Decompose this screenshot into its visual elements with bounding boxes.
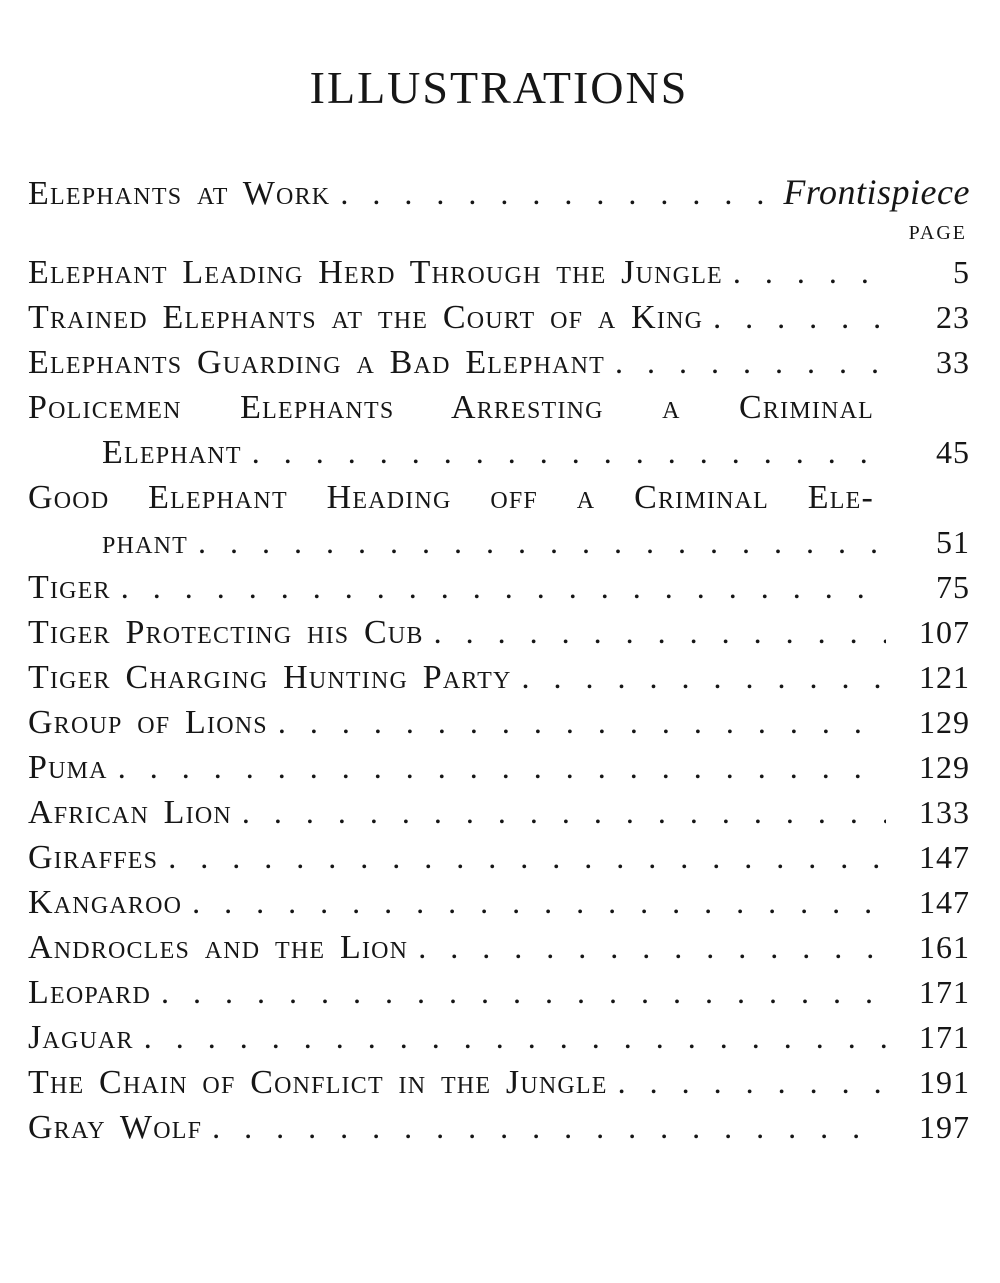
toc-entry (28, 250, 970, 295)
toc-entry-title: Kangaroo (28, 884, 183, 921)
toc-entry-title: Jaguar (28, 1019, 134, 1056)
dot-leader (615, 340, 886, 385)
dot-leader (618, 1060, 886, 1105)
toc-entry-title: Androcles and the Lion (28, 929, 409, 966)
toc-entry (28, 1015, 970, 1060)
dot-leader (733, 250, 886, 295)
page-number: 129 (919, 749, 970, 785)
toc-entry-line1: Good Elephant Heading off a Criminal Ele- (28, 479, 874, 516)
toc-entry-title: Giraffes (28, 839, 159, 876)
page-number: 133 (919, 794, 970, 830)
frontispiece-entry (28, 170, 970, 216)
page-number: 107 (919, 614, 970, 650)
toc-entry-title: Elephant Leading Herd Through the Jungle (28, 254, 723, 291)
page-number: 121 (919, 659, 970, 695)
dot-leader (161, 970, 886, 1015)
toc-entry (28, 565, 970, 610)
dot-leader (121, 565, 886, 610)
toc-entry-title: African Lion (28, 794, 232, 831)
toc-entry (28, 1060, 970, 1105)
page-number: 147 (919, 839, 970, 875)
page-number: 23 (936, 299, 970, 335)
page-column-header: PAGE (908, 222, 967, 244)
toc-entry-title: The Chain of Conflict in the Jungle (28, 1064, 608, 1101)
dot-leader (340, 171, 775, 216)
toc-entry (28, 295, 970, 340)
toc-entry (28, 745, 970, 790)
frontispiece-page-label: Frontispiece (783, 172, 970, 212)
dot-leader (713, 295, 886, 340)
toc-entry (28, 970, 970, 1015)
toc-entry (28, 700, 970, 745)
page-number: 161 (919, 929, 970, 965)
toc-entry-title: phant (102, 524, 189, 561)
toc-entry (28, 610, 970, 655)
page-number: 33 (936, 344, 970, 380)
page-number: 45 (936, 434, 970, 470)
dot-leader (434, 610, 886, 655)
toc-entry (28, 340, 970, 385)
toc-entry-title: Elephant (102, 434, 242, 471)
toc-entry (28, 520, 970, 565)
page-number: 171 (919, 974, 970, 1010)
dot-leader (144, 1015, 886, 1060)
dot-leader (278, 700, 886, 745)
toc-entry (28, 880, 970, 925)
toc-entry (28, 925, 970, 970)
toc-entry-title: Tiger Protecting his Cub (28, 614, 424, 651)
dot-leader (118, 745, 886, 790)
page-number: 51 (936, 524, 970, 560)
page-title: ILLUSTRATIONS (309, 62, 689, 113)
dot-leader (418, 925, 886, 970)
dot-leader (198, 520, 886, 565)
page-number: 5 (953, 254, 970, 290)
dot-leader (242, 790, 886, 835)
dot-leader (522, 655, 886, 700)
dot-leader (192, 880, 886, 925)
toc-entry-title: Gray Wolf (28, 1109, 203, 1146)
toc-entry (28, 655, 970, 700)
toc-entry-title: Tiger Charging Hunting Party (28, 659, 512, 696)
toc-entry-title: Leopard (28, 974, 151, 1011)
toc-entry-title: Group of Lions (28, 704, 268, 741)
page-number: 197 (919, 1109, 970, 1145)
dot-leader (168, 835, 886, 880)
page-number: 147 (919, 884, 970, 920)
dot-leader (252, 430, 886, 475)
toc-entry (28, 430, 970, 475)
page-number: 191 (919, 1064, 970, 1100)
toc-entry (28, 1105, 970, 1150)
page-number: 129 (919, 704, 970, 740)
toc-entry-title: Trained Elephants at the Court of a King (28, 299, 704, 336)
toc-entry (28, 835, 970, 880)
toc-entry-line1: Policemen Elephants Arresting a Criminal (28, 389, 874, 426)
frontispiece-title: Elephants at Work (28, 175, 331, 212)
page-number: 171 (919, 1019, 970, 1055)
toc-entry-title: Puma (28, 749, 108, 786)
toc-entry-title: Elephants Guarding a Bad Elephant (28, 344, 606, 381)
page-number: 75 (936, 569, 970, 605)
illustration-list (28, 250, 970, 1150)
dot-leader (212, 1105, 886, 1150)
toc-entry (28, 790, 970, 835)
toc-entry-title: Tiger (28, 569, 111, 606)
